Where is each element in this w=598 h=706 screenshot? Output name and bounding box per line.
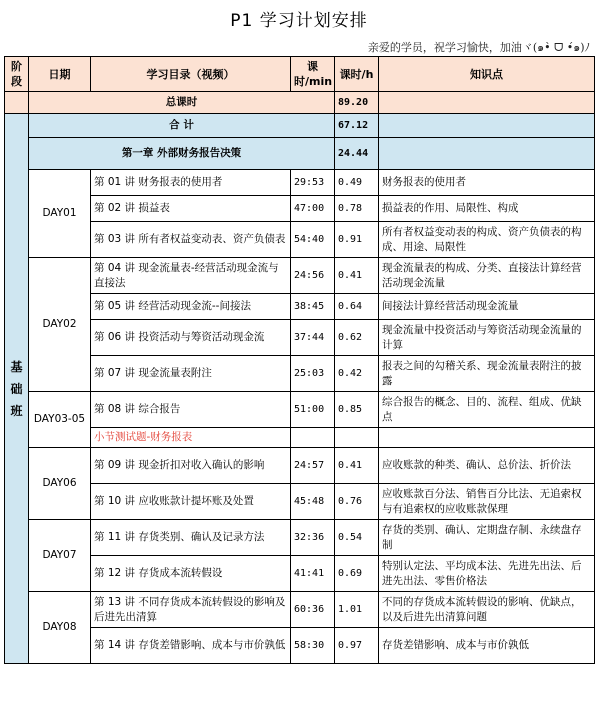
header-date: 日期 [29,57,91,92]
lesson-hours: 0.54 [335,520,379,556]
lesson-knowledge: 损益表的作用、局限性、构成 [379,196,595,222]
chapter-row [5,138,595,170]
lesson-title[interactable]: 第 02 讲 损益表 [91,196,291,222]
table-row [5,258,595,294]
lesson-title[interactable]: 第 09 讲 现金折扣对收入确认的影响 [91,448,291,484]
day-label: DAY06 [29,448,91,520]
lesson-title[interactable]: 第 14 讲 存货差错影响、成本与市价孰低 [91,628,291,664]
subtotal-hours: 67.12 [335,114,379,138]
lesson-title[interactable]: 第 10 讲 应收账款计提坏账及处置 [91,484,291,520]
day-label: DAY03-05 [29,392,91,448]
lesson-knowledge: 现金流量中投资活动与筹资活动现金流量的计算 [379,320,595,356]
lesson-title[interactable]: 第 03 讲 所有者权益变动表、资产负债表 [91,222,291,258]
subtotal-label: 合 计 [29,114,335,138]
lesson-title[interactable]: 第 12 讲 存货成本流转假设 [91,556,291,592]
table-row [5,448,595,484]
lesson-knowledge: 间接法计算经营活动现金流量 [379,294,595,320]
lesson-hours: 0.42 [335,356,379,392]
lesson-knowledge: 存货差错影响、成本与市价孰低 [379,628,595,664]
lesson-knowledge: 存货的类别、确认、定期盘存制、永续盘存制 [379,520,595,556]
lesson-knowledge: 应收账款百分法、销售百分比法、无追索权与有追索权的应收账款保理 [379,484,595,520]
lesson-minutes: 47:00 [291,196,335,222]
table-row [5,320,595,356]
lesson-hours: 0.76 [335,484,379,520]
page-title: P1 学习计划安排 [230,11,368,31]
stage-label: 基础班 [5,114,29,664]
lesson-hours: 0.69 [335,556,379,592]
lesson-knowledge: 应收账款的种类、确认、总价法、折价法 [379,448,595,484]
table-header-row [5,57,595,92]
table-row [5,592,595,628]
quiz-row [5,428,595,448]
study-plan-table [4,56,595,664]
table-row [5,222,595,258]
table-row [5,356,595,392]
header-knowledge: 知识点 [379,57,595,92]
table-row [5,520,595,556]
table-row [5,294,595,320]
lesson-minutes: 24:57 [291,448,335,484]
lesson-title[interactable]: 第 06 讲 投资活动与筹资活动现金流 [91,320,291,356]
table-row [5,170,595,196]
lesson-knowledge: 综合报告的概念、目的、流程、组成、优缺点 [379,392,595,428]
lesson-knowledge: 报表之间的勾稽关系、现金流量表附注的披露 [379,356,595,392]
chapter-hours: 24.44 [335,138,379,170]
lesson-title[interactable]: 第 05 讲 经营活动现金流--间接法 [91,294,291,320]
lesson-hours: 0.49 [335,170,379,196]
lesson-minutes: 51:00 [291,392,335,428]
lesson-minutes: 25:03 [291,356,335,392]
lesson-knowledge: 特别认定法、平均成本法、先进先出法、后进先出法、零售价格法 [379,556,595,592]
lesson-minutes: 29:53 [291,170,335,196]
lesson-hours: 0.41 [335,448,379,484]
lesson-minutes: 24:56 [291,258,335,294]
subtotal-row [5,114,595,138]
lesson-hours: 0.41 [335,258,379,294]
lesson-title[interactable]: 第 13 讲 不同存货成本流转假设的影响及后进先出清算 [91,592,291,628]
lesson-title[interactable]: 第 04 讲 现金流量表-经营活动现金流与直接法 [91,258,291,294]
lesson-minutes: 37:44 [291,320,335,356]
lesson-minutes: 54:40 [291,222,335,258]
total-label: 总课时 [29,92,335,114]
chapter-label: 第一章 外部财务报告决策 [29,138,335,170]
table-row [5,196,595,222]
header-duration-h: 课时/h [335,57,379,92]
lesson-hours: 0.91 [335,222,379,258]
lesson-title[interactable]: 第 11 讲 存货类别、确认及记录方法 [91,520,291,556]
lesson-knowledge: 财务报表的使用者 [379,170,595,196]
lesson-minutes: 60:36 [291,592,335,628]
lesson-minutes: 38:45 [291,294,335,320]
table-row [5,556,595,592]
lesson-knowledge: 不同的存货成本流转假设的影响、优缺点，以及后进先出清算问题 [379,592,595,628]
quiz-link[interactable]: 小节测试题-财务报表 [91,428,291,448]
lesson-knowledge: 所有者权益变动表的构成、资产负债表的构成、用途、局限性 [379,222,595,258]
lesson-hours: 0.78 [335,196,379,222]
lesson-knowledge: 现金流量表的构成、分类、直接法计算经营活动现金流量 [379,258,595,294]
header-catalog: 学习目录（视频） [91,57,291,92]
lesson-hours: 1.01 [335,592,379,628]
table-row [5,392,595,428]
lesson-hours: 0.97 [335,628,379,664]
lesson-title[interactable]: 第 08 讲 综合报告 [91,392,291,428]
lesson-title[interactable]: 第 07 讲 现金流量表附注 [91,356,291,392]
lesson-hours: 0.85 [335,392,379,428]
header-stage: 阶段 [5,57,29,92]
lesson-minutes: 32:36 [291,520,335,556]
lesson-hours: 0.62 [335,320,379,356]
lesson-minutes: 45:48 [291,484,335,520]
day-label: DAY01 [29,170,91,258]
day-label: DAY08 [29,592,91,664]
greeting-text: 亲爱的学员，祝学习愉快，加油ヾ(๑•̀ ᗜ •́๑)ﾉ [367,41,590,54]
lesson-title[interactable]: 第 01 讲 财务报表的使用者 [91,170,291,196]
lesson-minutes: 41:41 [291,556,335,592]
total-hours: 89.20 [335,92,379,114]
day-label: DAY07 [29,520,91,592]
lesson-hours: 0.64 [335,294,379,320]
table-row [5,628,595,664]
table-row [5,484,595,520]
day-label: DAY02 [29,258,91,392]
total-row [5,92,595,114]
header-duration-min: 课时/min [291,57,335,92]
lesson-minutes: 58:30 [291,628,335,664]
